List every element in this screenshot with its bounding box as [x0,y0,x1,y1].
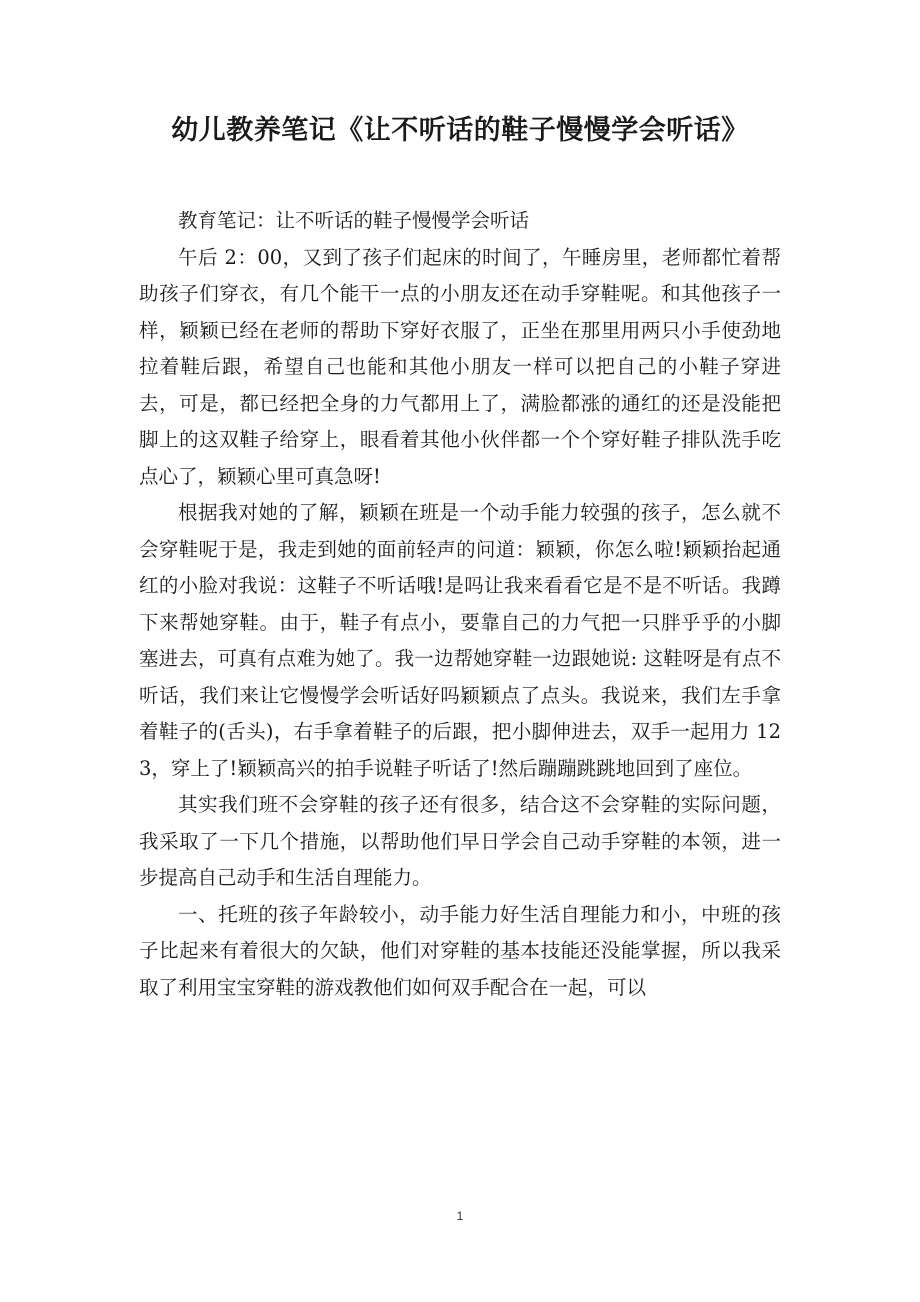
paragraph: 根据我对她的了解，颖颖在班是一个动手能力较强的孩子，怎么就不会穿鞋呢于是，我走到她的面前轻声的问道：颖颖，你怎么啦!颖颖抬起通红的小脸对我说：这鞋子不听话哦!是吗让我来看看它是不是不听话。我蹲下来帮她穿鞋。由于，鞋子有点小，要靠自己的力气把一只胖乎乎的小脚塞进去，可真有点难为她了。我一边帮她穿鞋一边跟她说: 这鞋呀是有点不听话，我们来让它慢慢学会听话好吗颖颖点了点头。我说来，我们左手拿着鞋子的(舌头)，右手拿着鞋子的后跟，把小脚伸进去，双手一起用力 123，穿上了!颖颖高兴的拍手说鞋子听话了!然后蹦蹦跳跳地回到了座位。 [139,501,781,780]
paragraph: 一、托班的孩子年龄较小，动手能力好生活自理能力和小，中班的孩子比起来有着很大的欠缺，他们对穿鞋的基本技能还没能掌握，所以我采取了利用宝宝穿鞋的游戏教他们如何双手配合在一起，可以 [139,902,781,999]
paragraph: 其实我们班不会穿鞋的孩子还有很多，结合这不会穿鞋的实际问题，我采取了一下几个措施，以帮助他们早日学会自己动手穿鞋的本领，进一步提高自己动手和生活自理能力。 [139,793,781,889]
paragraph: 午后 2：00，又到了孩子们起床的时间了，午睡房里，老师都忙着帮助孩子们穿衣，有几个能干一点的小朋友还在动手穿鞋呢。和其他孩子一样，颖颖已经在老师的帮助下穿好衣服了，正坐在那里用两只小手使劲地拉着鞋后跟，希望自己也能和其他小朋友一样可以把自己的小鞋子穿进去，可是，都已经把全身的力气都用上了，满脸都涨的通红的还是没能把脚上的这双鞋子给穿上，眼看着其他小伙伴都一个个穿好鞋子排队洗手吃点心了，颖颖心里可真急呀! [139,245,781,488]
document-body [139,203,781,1006]
paragraph-subtitle: 教育笔记：让不听话的鞋子慢慢学会听话 [178,209,530,232]
document-title: 幼儿教养笔记《让不听话的鞋子慢慢学会听话》 [171,115,749,146]
page-number: 1 [456,1209,464,1223]
